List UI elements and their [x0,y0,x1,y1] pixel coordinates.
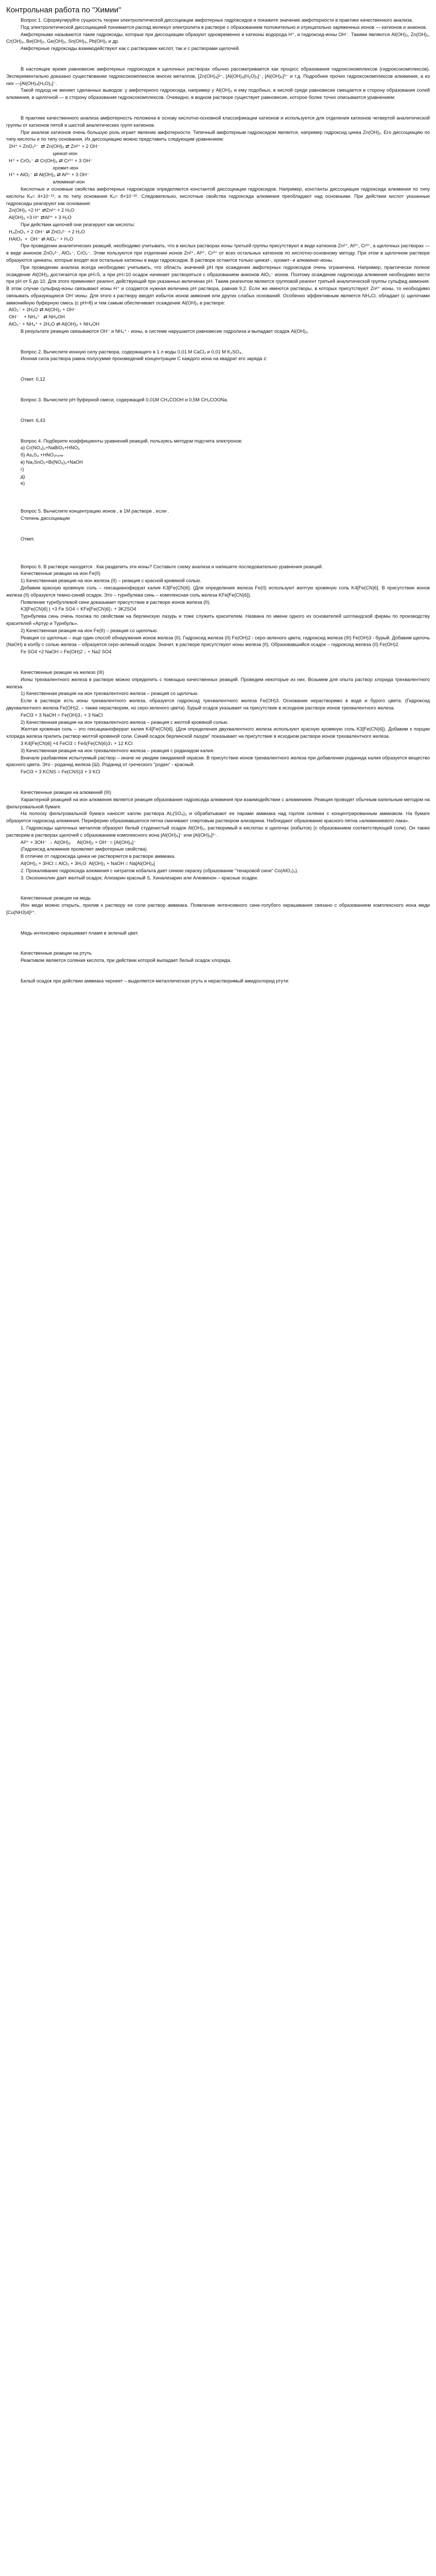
paragraph: д) [21,473,25,479]
paragraph: Качественные реакции на алюминий (III) [21,789,111,795]
paragraph: При действии щелочей они реагируют как кислоты: [21,222,135,227]
paragraph: Желтая кровяная соль – это гексацианоферрат калия K4[Fe(CN)6]. (Для определения двухвалентного железа используют красную кровяную соль K3[Fe(CN)6]). Добавим к порции хлорида железа прилить раствор желтой кровяной соли. Синий осадок берлинской лазури" показывает на присутствие в исходном растворе ионов трехвалентного железа. [6,726,431,739]
paragraph: 2) Качественная реакция на ион Fe(II) – реакция со щелочью. [21,628,158,633]
paragraph: Вопрос 3. Вычислите pH буферной смеси, содержащей 0,01М CH₃COOH и 0,5М CH₃COONa. [21,397,229,403]
spacer [6,425,430,438]
equation-line: H₂ZnO₂ + 2 OH⁻ ⇄ ZnO₂²⁻ + 2 H₂O [6,229,85,234]
paragraph: На полоску фильтровальной бумаги наносят каплю раствора Al₂(SO₄)₃ и обрабатывают ее парами аммиака над горлом склянки с концентрированным аммиаком. На бумаге образуется гидроксид алюминия, Периферию образовавшегося пятна смачивают спиртовым раствором ализарина. Наблюдают образование красного пятна «алюминиевого лака». [6,811,431,824]
paragraph: Качественные реакции на ион Fe(II) [21,571,101,577]
spacer [6,53,430,66]
paragraph: В отличие от гидроксида цинка не растворяется в растворе аммиака. [21,854,176,859]
spacer [6,522,430,536]
paragraph: Вопрос 5. Вычислите концентрацию ионов , в 1М растворе , если . [21,509,169,514]
paragraph: 3) Качественная реакция на ион трехвалентного железа – реакция с роданидом калия. [21,748,215,753]
paragraph: Реактивом является соляная кислота, при действии которой выпадает белый осадок хлорида. [21,958,232,963]
paragraph: Качественные реакции на медь [21,895,91,901]
paragraph: г) [21,466,24,472]
paragraph: Кислотные и основные свойства амфотерных гидроксидов определяются константой диссоциации гидроксидов. Например, константы диссоциации гидроксида алюминия по типу кислоты Kₐ= 4×10⁻¹³, а по типу основания Kₒ= 8×10⁻²⁵. Следовательно, кислотные свойства гидроксида алюминия преобладают над основными. При действии кислот указанные гидроксиды реагируют как основания: [6,186,431,206]
paragraph: Al³⁺ + 3OH⁻ → Al(OH)₃ Al(OH)₃ + OH⁻ = [Al(OH)₄]⁻ [21,839,136,845]
paragraph: (Гидроксид алюминия проявляет амфотерные свойства) [21,846,147,852]
paragraph: Турнбулева синь очень похожа по свойствам на берлинскую лазурь и тоже служить красителем. Названа по имени одного из основателей шотландской фирмы по производству красителей «Артур и Турнбуль». [6,614,431,626]
paragraph: Медь интенсивно окрашивает пламя в зеленый цвет. [21,930,139,936]
paragraph: а) Cr(NO₃)₃+NaBiO₃+HNO₃ [21,445,80,451]
document-body [6,17,430,985]
paragraph: е) [21,481,25,486]
paragraph: 1) Качественная реакция на ион железа (II) – реакция с красной кровяной солью. [21,578,202,584]
paragraph: При проведении анализа всегда необходимо учитывать, что область значений pH при осаждении амфотерных гидроксидов очень ограничена. Например, практически полное осаждение Al(OH)₃ достигается при pH=5, а при pH=10 осадок начинает растворяться с образованием анионов AlO₂⁻ ионов. Поэтому осаждение гидроксида алюминия необходимо вести при pH от 5 до 10. Для этого применяют реагент, действующий при указанных величинах pH. Таким реагентом является групповой реагент третьей аналитической группы сульфид аммония. В этом случае сульфид-ионы связывают ионы H⁺ и создается нужная величина pH раствора, равная 9,2. Если же имеются растворы, в которых присутствуют Zn²⁺ ионы, то необходимо связывать образующиеся OH⁻ионы. Для этого к раствору вводят избыток ионов аммония или других слабых оснований. Особенно эффективным является NH₄Cl, обладает (с щелочами аммонийную буферную смесь (с pH≈8) и тем самым обеспечивает осаждение Al(OH)₃ в растворе: [6,264,431,306]
equation-line: Zn(OH)₂ +2 H⁺ ⇄Zn²⁺ + 2 H₂O [6,208,75,213]
paragraph: Степень диссоциации [21,516,70,521]
paragraph: Ионная сила раствора равна полусумме произведений концентрации C каждого иона на квадрат его заряда z: [21,356,268,362]
paragraph: При анализе катионов очень большую роль играет явление амфотерности. Типичный амфотерным гидроксидом является, например гидроксид цинка Zn(OH)₂. Его диссоциацию по типу кислоты и по типу основания. Их диссоциацию можно представить следующим уравнением: [6,129,431,142]
spacer [6,776,430,789]
paragraph: FeCl3 + 3 KCNS = Fe(CNS)3 + 3 KCl [21,769,100,775]
equation-line: AlO₂⁻ + 2H₂O ⇄ Al(OH)₃ + OH⁻ [6,307,77,313]
paragraph: Fe SO4 +2 NaOH = Fe(OH)2 ↓ + Na2 SO4 [21,649,112,655]
paragraph: 1. Гидроксиды щелочных металлов образуют белый студенистый осадок Al(OH)₃, растворимый в кислотах и щелочах (избыток) (с образованием соответствующей соли). Он также растворим в растворах щелочей с образованием комплексного иона [Al(OH)₄]⁻ или [Al(OH)₆]³⁻. [6,825,431,838]
paragraph: в) Na₂SnO₂+Bi(NO₃)₃+NaOH [21,460,83,465]
paragraph: Вопрос 2. Вычислите ионную силу раствора, содержащего в 1 л воды 0,01 М CaCl₂ и 0,01 М K₂SO₄. [21,349,243,354]
equation-line: OH⁻ + NH₄⁺ ⇄ NH₄OH [6,314,65,320]
paragraph: б) As₂S₃ +HNO₃ₖₒₙₑ [21,452,63,458]
spacer [6,656,430,669]
paragraph: Ответ. 0,12 [21,377,45,382]
paragraph: Вопрос 6. В растворе находятся . Как разделить эти ионы? Составьте схему анализа и напишите последовательно уравнения реакций. [21,564,323,569]
spacer [6,937,430,950]
paragraph: В настоящее время равновесие амфотерных гидроксидов в щелочных растворах обычно рассматривается как процесс образования гидроксокомплексов (гидроксокомплексов). Экспериментально доказано существование гидроксокомплексов многих металлов, [Zn(OH)₄]²⁻, [Al(OH)₄(H₂O)₂]⁻, [Al(OH)₆]³⁻ и т.д. Подробнее прочих гидроксокомплексов алюминия, а из них —[Al(OH)₄(H₂O)₂]⁻. [6,66,431,86]
paragraph: Появление турнбуллевой сини доказывает присутствие в растворе ионов железа (II). [21,599,211,605]
paragraph: Добавим красную кровяную соль – гексацианоферрат калия K3[Fe(CN)6]. (Для определения железа Fe(II) используют желтую кровяную соль K4[Fe(CN)6]. В присутствии ионов железа (II) образуется темно-синий осадок. Это – турнбулева синь – комплексная соль железа KFe[Fe(CN)6]). [6,585,431,598]
paragraph: Вопрос 1. Сформулируйте сущность теории электролитической диссоциации амфотерных гидроксидов и покажите значение амфотерности в практике качественного анализа. [21,18,413,23]
paragraph: 2. Прокаливание гидроксида алюминия с нитратом кобальта дает синюю окраску (образование "тенаровой сини" Co(AlO₂)₂). [21,868,299,873]
paragraph: В результате реакции связываются OH⁻ и NH₄⁺ - ионы, в системе нарушается равновесие гидролиза и выпадает осадок Al(OH)₃. [21,328,309,334]
paragraph: Ионы трехвалентного железа в растворе можно определить с помощью качественных реакций. Проведем некоторые из них. Возьмем для опыта раствор хлорида трехвалентного железа. [6,676,431,689]
paragraph: Под электролитической диссоциацией понимается распад молекул электролита в растворе с образованием положительно и отрицательно заряженных ионов — катионов и анионов. [21,24,427,30]
equation-line: AlO₂⁻ + NH₄⁺ + 2H₂O ⇄ Al(OH)₃ + NH₄OH [6,321,100,327]
spacer [6,363,430,376]
paragraph: Характерной реакцией на ион алюминия является реакция образования гидроксида алюминия при взаимодействии с алюминием. Реакция проводят обычным капельным методом на фильтровальной бумаге. [6,796,431,809]
spacer [6,882,430,895]
paragraph: Качественные реакции на ртуть [21,951,92,956]
paragraph: FeCl3 + 3 NaOH = Fe(OH)3↓ + 3 NaCl [21,712,103,718]
spacer [6,543,430,564]
spacer [6,404,430,417]
paragraph: Такой подход не меняет сделанных выводов: у амфотерного гидроксида, например у Al(OH)₃ и ему подобных, в кислой среде равновесие смещается в сторону образования солей алюминия, в щелочной — в сторону образования гидроксокомплексов. Очевидно, в водном растворе существует равновесие, которое более точно описывается уравнением: [6,88,431,100]
spacer [6,383,430,397]
equation-line: алюминат-ион [6,179,85,185]
equation-line: 2H⁺ + ZnO₂²⁻ ⇄ Zn(OH)₂ ⇄ Zn²⁺ + 2 OH⁻ [6,144,100,149]
equation-line: HAlO₂ + OH⁻ ⇄ AlO₂⁻ + H₂O [6,236,74,242]
paragraph: Если в растворе есть ионы трехвалентного железа, образуется гидроксид трехвалентного железа Fe(OH)3. Основание нерастворимо в воде и бурого цвета. (Гидроксид двухвалентного железа Fe(OH)2. – также нерастворим, но серо-зеленого цвета). Бурый осадок указывает на присутствие в исходном растворе ионов трехвалентного железа. [6,698,431,710]
spacer [6,487,430,508]
document-page [0,0,436,1006]
paragraph: 3 K4[Fe(CN)6] +4 FeCl3 = Fe4(Fe(CN)6)3↓ + 12 KCl [21,740,133,746]
equation-line: Al(OH)₃ +3 H⁺ ⇄Al³⁺ + 3 H₂O [6,215,72,221]
paragraph: Ион меди можно открыть, прилив к раствору ее соли раствор аммиака. Появление интенсивного сине-голубого окрашивания связано с образованием комплексного иона меди [Cu(NH3)4]²⁺. [6,903,431,915]
equation-line: хромит-ион [6,165,78,171]
paragraph: Al(OH)₃ + 3HCl = AlCl₃ + 3H₂O Al(OH)₃ + NaOH = Na[Al(OH)₄] [21,860,155,866]
spacer [6,101,430,115]
paragraph: Вопрос 4. Подберите коэффициенты уравнений реакций, пользуясь методом подсчета электронов: [21,438,242,444]
paragraph: В практике качественного анализа амфотерность положена в основу кислотно-основной классификации катионов и используется для отделения катионов четвертой аналитической группы от катионов пятой и шестой аналитических групп катионов. [6,115,431,128]
document-title: Контрольная работа по "Химии" [6,6,121,14]
spacer [6,335,430,349]
paragraph: Вначале разбавляем испытуемый раствор – иначе не увидим ожидаемой окраски. В присутствии ионов трехвалентного железа при добавлении роданида калия образуется вещество красного цвета. Это - роданид железа (Ш). Роданид от греческого "роден" - красный. [6,755,431,768]
paragraph: 2) Качественная реакция на ион трехвалентного железа – реакция с желтой кровяной солью. [21,719,229,725]
paragraph: Качественные реакции на железо (III) [21,669,104,675]
paragraph: Белый осадок при действии аммиака чернеет – выделяется металлическая ртуть и нерастворимый амидохлорид ртути: [21,978,290,984]
paragraph: 1) Качественная реакция на ион трехвалентного железа – реакция со щелочью. [21,691,199,697]
paragraph: Амфотерные гидроксиды взаимодействуют как с растворами кислот, так и с растворами щелочей. [21,46,240,52]
equation-line: H⁺ + CrO₂⁻ ⇄ Cr(OH)₃ ⇄ Cr³⁺ + 3 OH⁻ [6,158,93,163]
paragraph: Амфотерными называются такие гидроксиды, которые при диссоциации образуют одновременно и катионы водорода H⁺, и гидроксид-ионы OH⁻. Такими являются Al(OH)₃, Zn(OH)₂, Cr(OH)₃, Be(OH)₂, Ge(OH)₂, Sn(OH)₄, Pb(OH)₂ и др. [6,31,431,44]
paragraph: При проведении аналитических реакций, необходимо учитывать, что в кислых растворах ионы третьей группы присутствуют в виде катионов Zn²⁺, Al³⁺, Cr³⁺, а щелочных растворах — в виде анионов ZnO₂²⁻, AlO₂⁻, CrO₂⁻. Этим пользуются при отделении ионов Zn²⁺, Al³⁺, Cr³⁺ от всех остальных катионов по кислотно-основному методу. При этом в щелочном растворе образуются цинкаты, которые входят все остальные катионы в виде гидроксидов. В растворе остаются только цинкат-, хромит- и алюминат-ионы. [6,243,431,263]
spacer [6,964,430,978]
paragraph: 3. Оксихинолин дает желтый осадок; Ализарин красный S, Хинализарин или Алюминон – красные осадки. [21,875,258,880]
equation-line: цинкат-ион [6,150,78,156]
paragraph: K3[Fe(CN)6] ) +3 Fe SO4 = KFe[Fe(CN)6]↓ + 3K2SO4 [21,606,136,612]
spacer [6,917,430,930]
paragraph: Ответ. 6,43 [21,417,45,423]
paragraph: Реакция со щелочью – еще один способ обнаружения ионов железа (II). Гидроксид железа (II) Fe(OH)2 - серо-зеленого цвета, гидроксид железа (III) Fe(OH)3 - бурый. Добавим щелочь (NaOH) в колбу с солью железа – образуется серо-зеленый осадок. Значит, в растворе присутствуют ионы железа (II). Образовавшийся осадок – гидроксид железа (II) Fe(OH)2. [6,635,431,648]
paragraph: Ответ. [21,536,34,541]
equation-line: H⁺ + AlO₂⁻ ⇄ Al(OH)₃ ⇄ Al³⁺ + 3 OH⁻ [6,172,90,178]
